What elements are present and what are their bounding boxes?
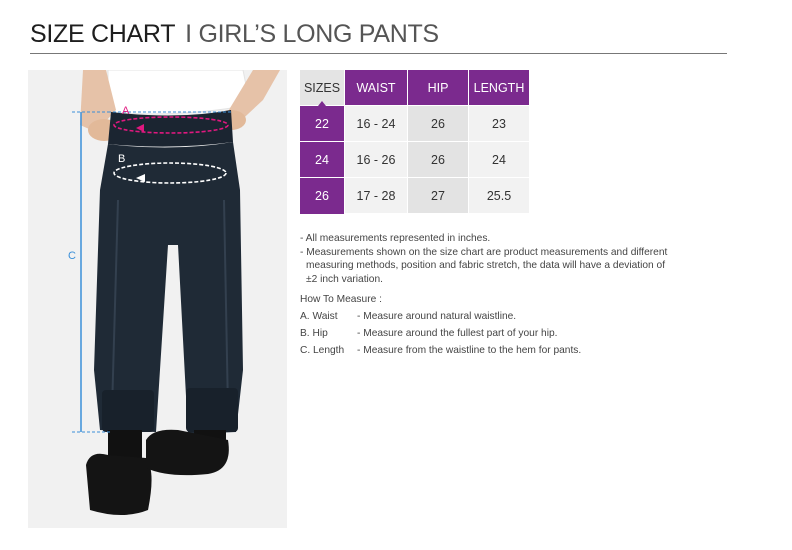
list-item [300,328,581,345]
measure-text: - Measure from the waistline to the hem for pants. [357,345,582,356]
right-cuff [186,388,238,432]
hip-cell: 27 [408,178,469,214]
title-divider [30,53,727,54]
header-length: LENGTH [469,70,530,106]
length-cell: 25.5 [469,178,530,214]
length-cell: 23 [469,106,530,142]
table-row [300,142,530,178]
measure-label: A. Waist [300,311,338,322]
measure-label: B. Hip [300,328,328,339]
list-item [300,345,581,362]
notes [300,232,700,286]
measure-label: C. Length [300,345,345,356]
marker-b: B [118,153,126,165]
note-line: measuring methods, position and fabric stretch, the data will have a deviation of [306,260,666,271]
header-sizes: SIZES [300,70,345,106]
waist-cell: 16 - 26 [345,142,408,178]
left-sock [108,430,142,458]
note-line: - All measurements represented in inches. [300,233,491,244]
product-subtitle: I GIRL’S LONG PANTS [185,20,439,48]
size-cell: 26 [300,178,345,214]
table-row [300,106,530,142]
note-line: - Measurements shown on the size chart are product measurements and different [300,246,668,258]
pants-illustration [28,70,287,528]
hip-cell: 26 [408,142,469,178]
header-hip: HIP [408,70,469,106]
length-cell: 24 [469,142,530,178]
measure-text: - Measure around natural waistline. [357,311,517,322]
page-title [30,20,439,49]
hip-cell: 26 [408,106,469,142]
table-row [300,178,530,214]
list-item [300,311,581,328]
left-cuff [102,390,154,432]
size-cell: 22 [300,106,345,142]
waist-cell: 17 - 28 [345,178,408,214]
how-to-measure-list [300,311,581,362]
measure-text: - Measure around the fullest part of your hip. [357,328,558,339]
note-line: ±2 inch variation. [306,273,383,285]
how-to-measure-title: How To Measure : [300,294,382,305]
left-shoe [86,454,152,515]
size-cell: 24 [300,142,345,178]
title-text: SIZE CHART [30,20,176,48]
marker-a: A [122,105,130,117]
waist-cell: 16 - 24 [345,106,408,142]
size-table [300,70,530,214]
header-waist: WAIST [345,70,408,106]
product-photo [28,70,287,528]
table-header-row [300,70,530,106]
marker-c: C [68,250,76,262]
